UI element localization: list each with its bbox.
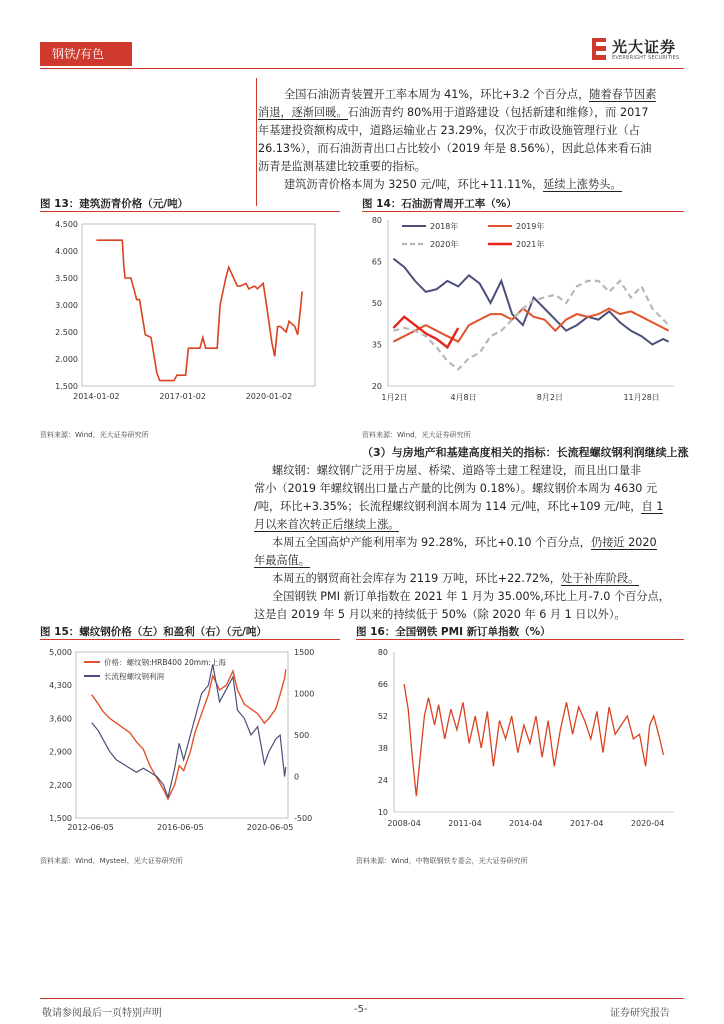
- y-tick-label: 52: [377, 712, 388, 721]
- y-tick-label-right: 1500: [294, 648, 315, 657]
- y-tick-label: 66: [377, 680, 388, 689]
- body-paragraph: [254, 606, 694, 624]
- y-tick-label-right: 0: [294, 772, 300, 782]
- x-tick-label: 4月8日: [450, 393, 477, 402]
- y-tick-label: 50: [371, 299, 382, 308]
- y-tick-label-left: 4,300: [49, 681, 72, 691]
- x-tick-label: 2012-06-05: [67, 823, 114, 832]
- section-tag: 钢铁/有色: [40, 42, 132, 66]
- body-paragraph: [272, 588, 692, 606]
- logo-name: 光大证券: [612, 38, 677, 56]
- y-tick-label: 4.500: [55, 220, 78, 229]
- y-tick-label-left: 1,500: [49, 814, 72, 823]
- figure-13-title: 图 13：建筑沥青价格（元/吨）: [40, 198, 189, 210]
- x-tick-label: 2020-06-05: [246, 823, 294, 832]
- text-span: 本周五的钢贸商社会库存为 2119 万吨，环比+22.72%，: [272, 572, 561, 585]
- brand-logo: [592, 36, 692, 66]
- underlined-text: 仍接近 2020: [591, 536, 657, 549]
- x-tick-label: 2014-04: [509, 819, 543, 828]
- plot-frame: [82, 224, 315, 386]
- figure-16-rule: [356, 639, 684, 640]
- body-paragraph: [272, 462, 684, 480]
- y-tick-label: 20: [371, 382, 382, 391]
- series-line: [393, 317, 458, 348]
- figure-13-source: 资料来源：Wind，光大证券研究所: [40, 431, 149, 439]
- text-line: 沥青是监测基建比较重要的指标。: [258, 160, 426, 173]
- x-tick-label: 2011-04: [448, 819, 482, 828]
- figure-13-rule: [40, 211, 340, 212]
- text-line: 年基建投资额构成中，道路运输业占 23.29%，仅次于市政设施管理行业（占: [258, 124, 640, 137]
- legend-label: 2020年: [430, 240, 459, 249]
- y-tick-label: 10: [377, 808, 388, 817]
- figure-13-chart: [40, 214, 340, 412]
- x-tick-label: 2016-06-05: [157, 823, 204, 832]
- y-tick-label: 2.500: [55, 328, 78, 337]
- x-tick-label: 2008-04: [387, 819, 421, 828]
- figure-15-rule: [40, 639, 340, 640]
- y-tick-label: 38: [377, 744, 388, 753]
- y-tick-label: 80: [371, 216, 382, 225]
- text-span: 建筑沥青价格本周为 3250 元/吨，环比+11.11%，: [284, 178, 544, 191]
- text-line: 螺纹钢：螺纹钢广泛用于房屋、桥梁、道路等土建工程建设，而且出口量非: [272, 464, 642, 477]
- legend-label: 2018年: [430, 222, 459, 231]
- text-line: 全国钢铁 PMI 新订单指数在 2021 年 1 月为 35.00%,环比上月-7.0 个百分点，: [272, 590, 670, 603]
- footer-disclaimer: 敬请参阅最后一页特别声明: [42, 1008, 162, 1019]
- figure-14-source: 资料来源：Wind，光大证券研究所: [362, 431, 471, 439]
- series-line: [96, 240, 302, 380]
- underlined-text: 处于补库阶段。: [561, 572, 640, 585]
- underlined-text: 自 1: [641, 500, 664, 513]
- series-line: [404, 684, 663, 796]
- y-tick-label-right: 500: [294, 731, 310, 740]
- header-rule: [40, 68, 684, 69]
- legend-label: 价格：螺纹钢:HRB400 20mm:上海: [104, 658, 226, 667]
- x-tick-label: 2014-01-02: [73, 392, 120, 401]
- y-tick-label: 4.000: [55, 247, 78, 256]
- y-tick-label-right: 1000: [294, 689, 315, 699]
- x-tick-label: 11月28日: [623, 393, 660, 402]
- underlined-text: 消退，逐渐回暖。: [258, 106, 348, 119]
- x-tick-label: 8月2日: [536, 393, 563, 402]
- body-paragraph: [272, 570, 684, 588]
- legend-label: 长流程螺纹钢利润: [104, 672, 164, 681]
- y-tick-label-left: 2,900: [49, 747, 72, 757]
- footer-rule: [40, 998, 684, 999]
- x-tick-label: 2017-04: [570, 819, 604, 828]
- underlined-text: 延续上涨势头。: [543, 178, 622, 191]
- text-span: 全国石油沥青装置开工率本周为 41%，环比+3.2 个百分点，: [284, 88, 590, 101]
- x-tick-label: 1月2日: [381, 393, 408, 402]
- y-tick-label: 3.000: [55, 301, 78, 310]
- x-tick-label: 2020-04: [630, 819, 665, 828]
- y-tick-label-left: 3,600: [49, 714, 72, 724]
- y-tick-label: 1.500: [55, 382, 78, 391]
- y-tick-label-right: -500: [294, 814, 313, 823]
- y-tick-label-left: 2,200: [49, 780, 72, 790]
- text-span: 石油沥青约 80%用于道路建设（包括新建和维修），而 2017: [347, 106, 649, 119]
- underlined-text: 年最高值。: [254, 554, 310, 567]
- legend-label: 2019年: [516, 222, 545, 231]
- page-number: -5-: [354, 1004, 368, 1015]
- text-line: 常小（2019 年螺纹钢出口量占产量的比例为 0.18%）。螺纹钢价本周为 4630 元: [254, 482, 658, 495]
- y-tick-label: 80: [377, 648, 388, 657]
- y-tick-label: 65: [371, 257, 382, 267]
- y-tick-label: 35: [371, 340, 382, 350]
- series-line: [393, 281, 668, 370]
- x-tick-label: 2020-01-02: [245, 392, 293, 401]
- body-paragraph: [272, 534, 684, 552]
- body-paragraph: [254, 480, 688, 534]
- x-tick-label: 2017-01-02: [159, 392, 206, 401]
- underlined-text: 随着春节因素: [589, 88, 657, 101]
- figure-15-chart: [40, 642, 340, 840]
- text-line: 26.13%），而石油沥青出口占比较小（2019 年是 8.56%），因此总体来看石油: [258, 142, 652, 155]
- body-paragraph: [254, 552, 666, 570]
- footer-report-type: 证券研究报告: [610, 1008, 670, 1019]
- figure-14-rule: [362, 211, 684, 212]
- series-line-price: [92, 670, 286, 800]
- figure-15-title: 图 15：螺纹钢价格（左）和盈利（右）（元/吨）: [40, 626, 267, 638]
- figure-14-title: 图 14：石油沥青周开工率（%）: [362, 198, 517, 210]
- y-tick-label: 2.000: [55, 355, 78, 364]
- figure-14-chart: [362, 214, 684, 412]
- figure-15-source: 资料来源：Wind，Mysteel，光大证券研究所: [40, 857, 183, 865]
- text-span: /吨，环比+3.35%；长流程螺纹钢利润本周为 114 元/吨，环比+109 元/吨，: [254, 500, 642, 513]
- figure-16-source: 资料来源：Wind，中物联钢铁专委会，光大证券研究所: [356, 857, 528, 865]
- series-line-profit: [92, 664, 286, 797]
- body-paragraph: [284, 176, 684, 194]
- body-paragraph: [284, 86, 684, 104]
- y-tick-label: 24: [377, 776, 388, 785]
- underlined-text: 月以来首次转正后继续上涨。: [254, 518, 400, 531]
- legend-label: 2021年: [516, 240, 545, 249]
- text-span: 本周五全国高炉产能利用率为 92.28%，环比+0.10 个百分点，: [272, 536, 591, 549]
- y-tick-label: 3.500: [55, 274, 78, 283]
- text-line: 这是自 2019 年 5 月以来的持续低于 50%（除 2020 年 6 月 1 日以外）。: [254, 608, 626, 621]
- logo-subtitle: EVERBRIGHT SECURITIES: [612, 55, 680, 61]
- logo-mark-icon: [592, 38, 606, 60]
- margin-rule: [256, 78, 257, 206]
- section-heading: （3）与房地产和基建高度相关的指标：长流程螺纹钢利润继续上涨: [362, 446, 689, 459]
- body-paragraph: [258, 104, 688, 176]
- figure-16-title: 图 16：全国钢铁 PMI 新订单指数（%）: [356, 626, 551, 638]
- y-tick-label-left: 5,000: [49, 648, 72, 657]
- figure-16-chart: [356, 642, 684, 840]
